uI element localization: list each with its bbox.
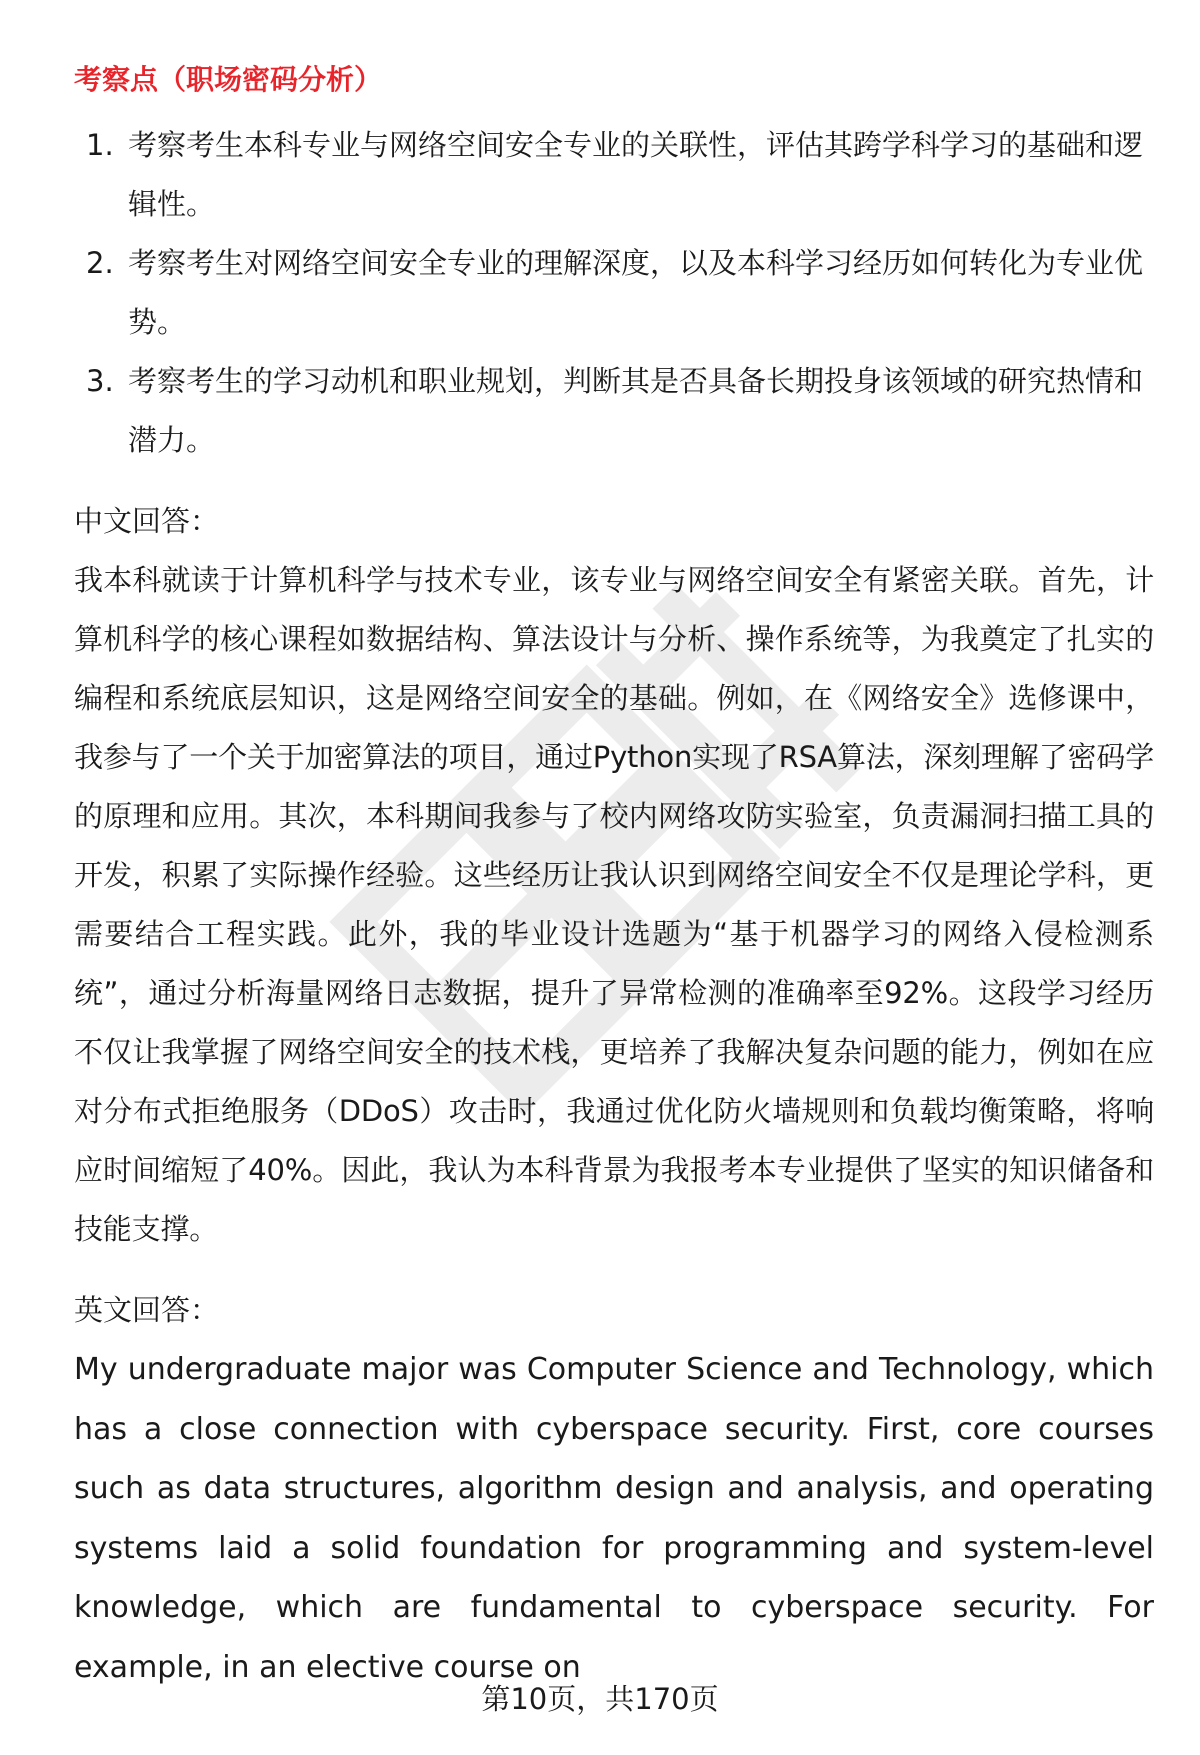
- list-item-text: 考察考生本科专业与网络空间安全专业的关联性，评估其跨学科学习的基础和逻辑性。: [128, 128, 1144, 221]
- assessment-points-list: [74, 116, 1154, 470]
- list-item-number: 3.: [86, 364, 114, 398]
- section-heading: 考察点（职场密码分析）: [74, 63, 383, 96]
- list-item-text: 考察考生对网络空间安全专业的理解深度，以及本科学习经历如何转化为专业优势。: [128, 246, 1144, 339]
- list-item: [74, 234, 1154, 352]
- list-item-text: 考察考生的学习动机和职业规划，判断其是否具备长期投身该领域的研究热情和潜力。: [128, 364, 1144, 457]
- chinese-answer-label: 中文回答：: [74, 504, 220, 538]
- list-item-number: 2.: [86, 246, 114, 280]
- chinese-answer-text: 我本科就读于计算机科学与技术专业，该专业与网络空间安全有紧密关联。首先，计算机科学的核心课程如数据结构、算法设计与分析、操作系统等，为我奠定了扎实的编程和系统底层知识，这是网络空间安全的基础。例如，在《网络安全》选修课中，我参与了一个关于加密算法的项目，通过Python实现了RSA算法，深刻理解了密码学的原理和应用。其次，本科期间我参与了校内网络攻防实验室，负责漏洞扫描工具的开发，积累了实际操作经验。这些经历让我认识到网络空间安全不仅是理论学科，更需要结合工程实践。此外，我的毕业设计选题为“基于机器学习的网络入侵检测系统”，通过分析海量网络日志数据，提升了异常检测的准确率至92%。这段学习经历不仅让我掌握了网络空间安全的技术栈，更培养了我解决复杂问题的能力，例如在应对分布式拒绝服务（DDoS）攻击时，我通过优化防火墙规则和负载均衡策略，将响应时间缩短了40%。因此，我认为本科背景为我报考本专业提供了坚实的知识储备和技能支撑。: [74, 563, 1154, 1246]
- document-page: [74, 56, 1154, 1697]
- list-item: [74, 352, 1154, 470]
- list-item-number: 1.: [86, 128, 114, 162]
- english-answer-text: My undergraduate major was Computer Science and Technology, which has a close connection with cyberspace security. First, core courses such as data structures, algorithm design and analysis, and operating systems laid a solid foundation for programming and system-level knowledge, which are fundamental to cyberspace security. For example, in an elective course on: [74, 1352, 1154, 1685]
- list-item: [74, 116, 1154, 234]
- english-answer-label: 英文回答：: [74, 1293, 220, 1327]
- page-number-footer: 第10页，共170页: [481, 1682, 719, 1716]
